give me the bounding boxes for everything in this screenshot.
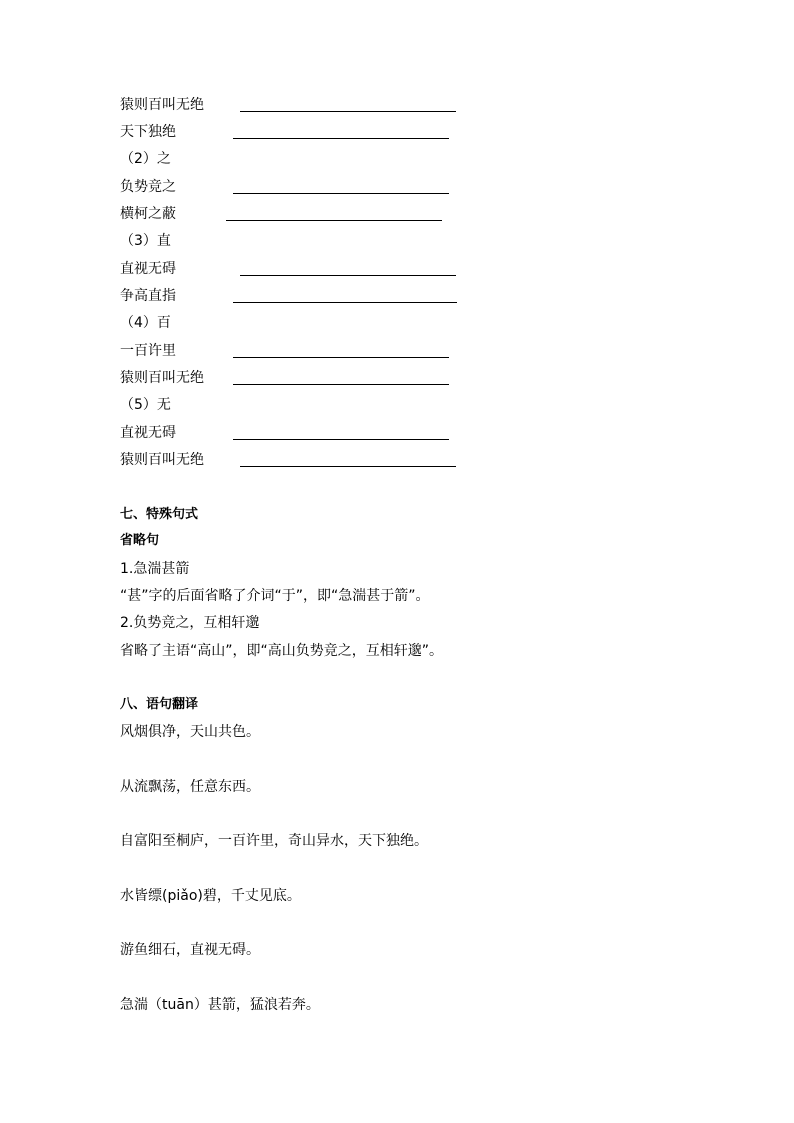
example-sentence: 2.负势竞之，互相轩邈 <box>120 615 260 631</box>
phrase-line: 负势竞之 <box>120 179 176 195</box>
answer-blank[interactable] <box>233 193 449 194</box>
answer-blank[interactable] <box>233 138 449 139</box>
phrase-line: 猿则百叫无绝 <box>120 97 204 113</box>
phrase-line: 直视无碍 <box>120 261 176 277</box>
phrase-line: 争高直指 <box>120 288 176 304</box>
translation-sentence: 游鱼细石，直视无碍。 <box>120 942 260 958</box>
section-heading: 八、语句翻译 <box>120 697 199 712</box>
phrase-line: 猿则百叫无绝 <box>120 452 204 468</box>
answer-blank[interactable] <box>240 275 456 276</box>
answer-blank[interactable] <box>226 220 442 221</box>
answer-blank[interactable] <box>233 439 449 440</box>
answer-blank[interactable] <box>240 466 456 467</box>
group-label: （5）无 <box>120 397 171 413</box>
answer-blank[interactable] <box>240 111 456 112</box>
phrase-line: 猿则百叫无绝 <box>120 370 204 386</box>
answer-blank[interactable] <box>233 357 449 358</box>
example-note: 省略了主语“高山”，即“高山负势竞之，互相轩邈”。 <box>120 643 444 659</box>
group-label: （2）之 <box>120 151 171 167</box>
translation-sentence: 水皆缥(piǎo)碧，千丈见底。 <box>120 888 301 904</box>
example-note: “甚”字的后面省略了介词“于”，即“急湍甚于箭”。 <box>120 588 430 604</box>
answer-blank[interactable] <box>233 384 449 385</box>
group-label: （4）百 <box>120 315 171 331</box>
example-sentence: 1.急湍甚箭 <box>120 561 190 577</box>
group-label: （3）直 <box>120 233 171 249</box>
phrase-line: 直视无碍 <box>120 425 176 441</box>
translation-sentence: 从流飘荡，任意东西。 <box>120 779 260 795</box>
translation-sentence: 自富阳至桐庐，一百许里，奇山异水，天下独绝。 <box>120 833 428 849</box>
section-heading: 七、特殊句式 <box>120 507 199 522</box>
answer-blank[interactable] <box>233 302 457 303</box>
subheading: 省略句 <box>120 533 160 548</box>
translation-sentence: 急湍（tuān）甚箭，猛浪若奔。 <box>120 997 320 1013</box>
phrase-line: 天下独绝 <box>120 124 176 140</box>
translation-sentence: 风烟俱净，天山共色。 <box>120 724 260 740</box>
phrase-line: 一百许里 <box>120 343 176 359</box>
phrase-line: 横柯之蔽 <box>120 206 176 222</box>
